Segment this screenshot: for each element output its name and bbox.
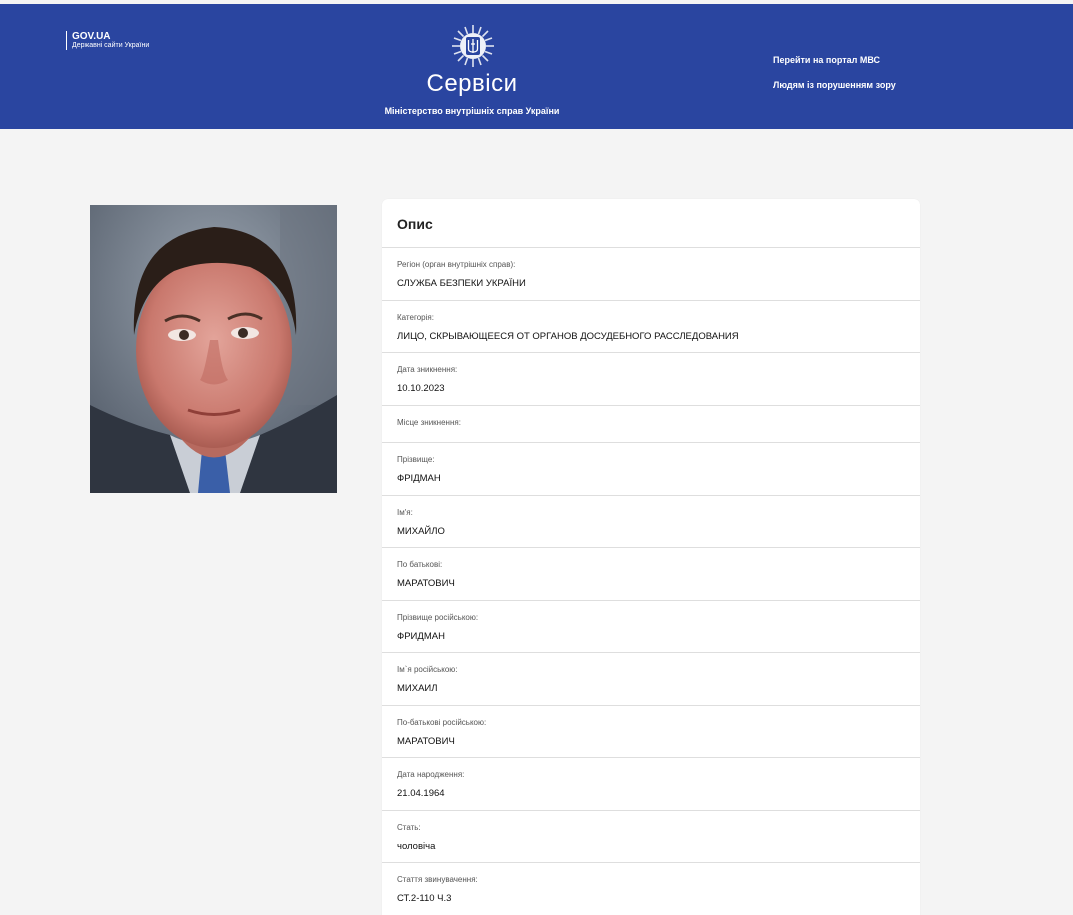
field-row-sex (382, 811, 920, 863)
govua-block[interactable] (66, 31, 149, 50)
site-title: Сервіси (426, 70, 518, 97)
field-value: МИХАЙЛО (397, 526, 445, 537)
description-card (382, 199, 920, 915)
field-value: ЛИЦО, СКРЫВАЮЩЕЕСЯ ОТ ОРГАНОВ ДОСУДЕБНОГО РАССЛЕДОВАНИЯ (397, 331, 739, 342)
field-label: Стать: (397, 823, 421, 832)
portrait-image (90, 205, 337, 493)
person-photo (90, 205, 337, 493)
field-row-disappearance-place (382, 406, 920, 443)
field-row-patronymic (382, 548, 920, 601)
field-label: Прізвище: (397, 455, 435, 464)
trident-emblem-icon[interactable] (451, 24, 495, 68)
field-label: Ім`я російською: (397, 665, 458, 674)
field-row-charge-article (382, 863, 920, 915)
field-list (382, 248, 920, 915)
field-row-birth-date (382, 758, 920, 811)
field-value: МАРАТОВИЧ (397, 736, 455, 747)
portal-link[interactable]: Перейти на портал МВС (773, 55, 880, 65)
field-value: МАРАТОВИЧ (397, 578, 455, 589)
field-label: Стаття звинувачення: (397, 875, 478, 884)
card-title: Опис (382, 199, 920, 248)
site-subtitle: Міністерство внутрішніх справ України (384, 106, 560, 116)
accessibility-link[interactable]: Людям із порушенням зору (773, 80, 896, 90)
field-row-surname (382, 443, 920, 496)
field-value: ФРІДМАН (397, 473, 441, 484)
field-label: По батькові: (397, 560, 443, 569)
field-row-patronymic-ru (382, 706, 920, 758)
field-label: Прізвище російською: (397, 613, 479, 622)
field-row-first-name (382, 496, 920, 548)
field-label: Категорія: (397, 313, 434, 322)
field-row-disappearance-date (382, 353, 920, 406)
field-label: Дата народження: (397, 770, 465, 779)
field-row-first-name-ru (382, 653, 920, 706)
field-label: Регіон (орган внутрішніх справ): (397, 260, 516, 269)
field-label: Місце зникнення: (397, 418, 461, 427)
site-header (0, 4, 1073, 129)
field-value: СТ.2-110 Ч.3 (397, 893, 452, 904)
field-value: МИХАИЛ (397, 683, 438, 694)
field-value: ФРИДМАН (397, 631, 445, 642)
field-label: Дата зникнення: (397, 365, 458, 374)
field-label: По-батькові російською: (397, 718, 487, 727)
field-label: Ім'я: (397, 508, 413, 517)
field-value: 21.04.1964 (397, 788, 445, 799)
govua-link[interactable]: GOV.UA (72, 31, 111, 42)
field-row-region (382, 248, 920, 301)
govua-subtitle: Державні сайти України (72, 42, 150, 49)
field-value: 10.10.2023 (397, 383, 445, 394)
field-row-surname-ru (382, 601, 920, 653)
field-row-category (382, 301, 920, 353)
field-value: СЛУЖБА БЕЗПЕКИ УКРАЇНИ (397, 278, 526, 289)
field-value: чоловіча (397, 841, 436, 852)
